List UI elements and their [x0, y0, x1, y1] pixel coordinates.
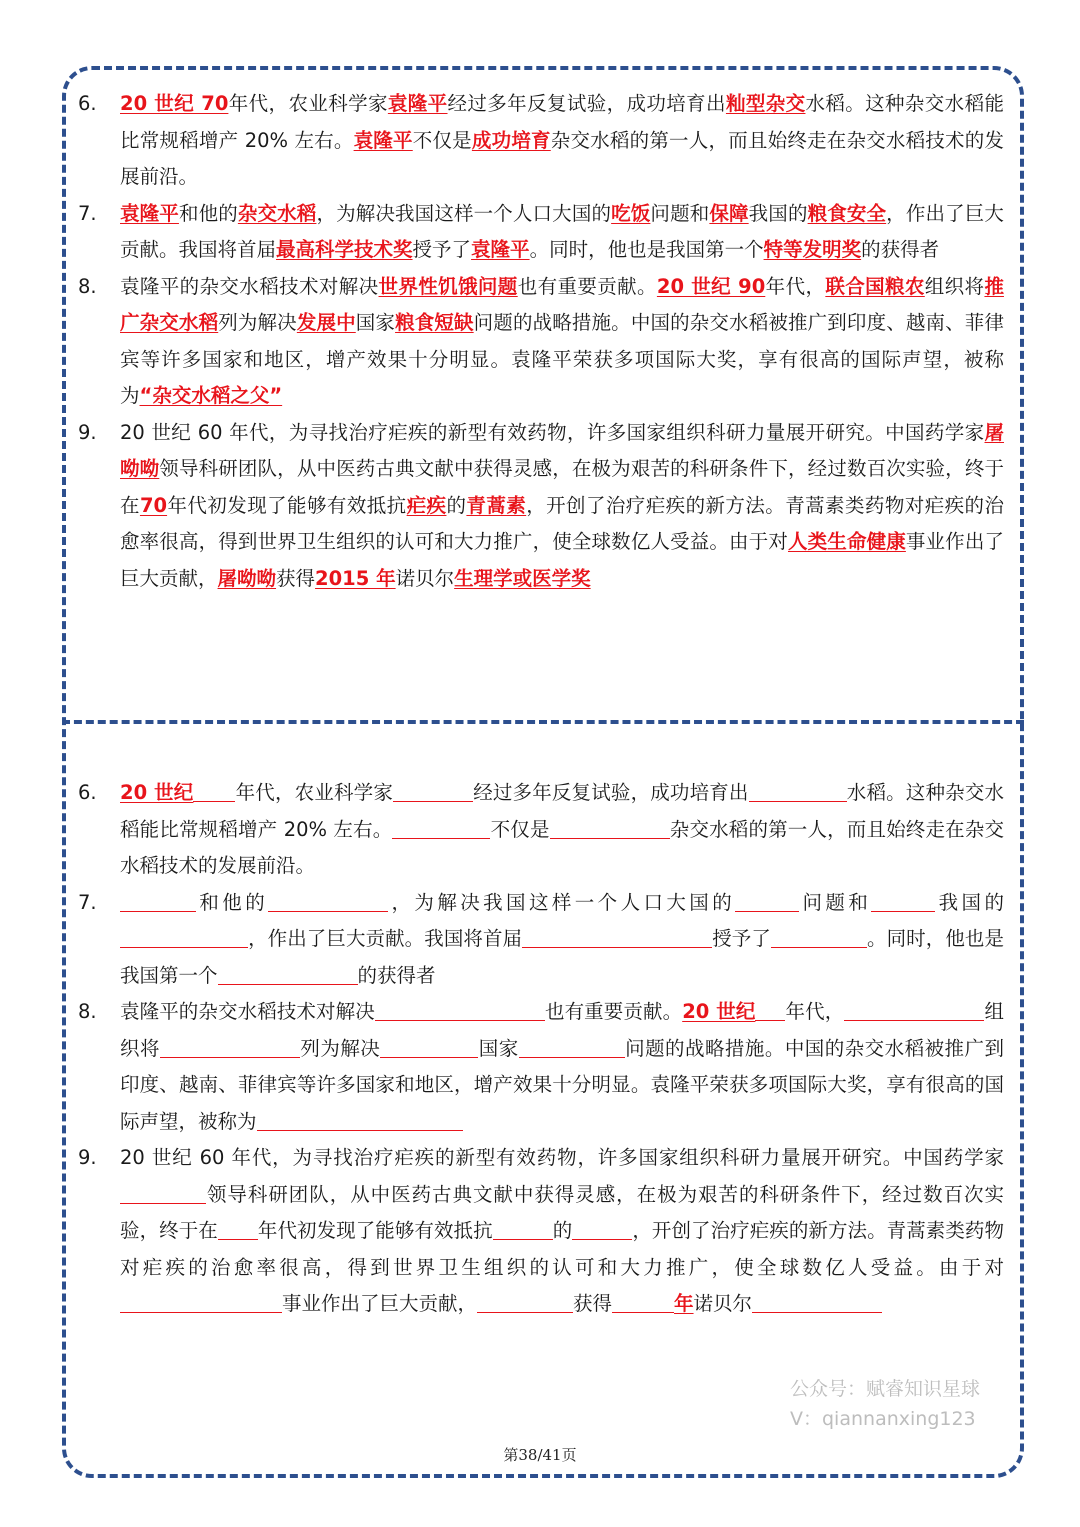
- answer-highlight: 疟疾: [406, 493, 447, 517]
- item-number: 7.: [78, 890, 97, 914]
- answer-highlight: 年: [674, 1292, 694, 1315]
- fill-blank[interactable]: [735, 891, 799, 912]
- fill-blank[interactable]: [218, 964, 358, 985]
- answer-highlight: 成功培育: [471, 128, 551, 152]
- answer-highlight: 袁隆平: [471, 238, 530, 261]
- answer-highlight: 特等发明奖: [763, 238, 862, 261]
- fill-in-section: [78, 775, 1004, 1323]
- answer-item-7: [78, 196, 1004, 269]
- answer-highlight: 杂交水稻: [237, 201, 317, 225]
- answer-highlight: 发展中: [296, 311, 356, 334]
- answer-highlight: 联合国粮农: [825, 274, 925, 298]
- item-text: 20 世纪 70年代，农业科学家袁隆平经过多年反复试验，成功培育出籼型杂交水稻。这种杂交水稻能比常规稻增产 20% 左右。袁隆平不仅是成功培育杂交水稻的第一人，而且始终走在杂交水稻技术的发展前沿。: [120, 92, 1004, 188]
- fill-blank[interactable]: [477, 1293, 573, 1314]
- item-number: 8.: [78, 1000, 97, 1023]
- answer-highlight: 袁隆平: [353, 128, 413, 152]
- watermark: [790, 1374, 980, 1434]
- item-text: 20 世纪 60 年代，为寻找治疗疟疾的新型有效药物，许多国家组织科研力量展开研究。中国药学家领导科研团队，从中医药古典文献中获得灵感，在极为艰苦的科研条件下，经过数百次实验，终于在 年代初发现了能够有效抵抗 的 ，开创了治疗疟疾的新方法。青蒿素类药物对疟疾的治愈率很高，得到世界卫生组织的认可和大力推广，使全球数亿人受益。由于对事业作出了巨大贡献， 获得 年诺贝尔: [120, 1146, 1004, 1315]
- answer-highlight: 袁隆平: [120, 201, 179, 225]
- answer-section: [78, 86, 1004, 597]
- answer-highlight: 最高科学技术奖: [276, 238, 413, 261]
- fill-blank[interactable]: [120, 928, 248, 949]
- fill-blank[interactable]: [871, 891, 935, 912]
- answer-item-9: [78, 415, 1004, 598]
- fill-blank[interactable]: [749, 782, 847, 803]
- fill-blank[interactable]: [268, 891, 388, 912]
- item-text: 袁隆平和他的杂交水稻，为解决我国这样一个人口大国的吃饭问题和保障我国的粮食安全，作出了巨大贡献。我国将首届最高科学技术奖授予了袁隆平。同时，他也是我国第一个特等发明奖的获得者: [120, 201, 1004, 261]
- fill-blank[interactable]: [375, 1001, 545, 1022]
- answer-highlight: 屠呦呦: [120, 420, 1004, 480]
- item-number: 9.: [78, 1146, 97, 1169]
- fill-blank[interactable]: [257, 1110, 463, 1131]
- answer-highlight: 保障: [709, 201, 749, 225]
- answer-highlight: 2015 年: [315, 566, 396, 590]
- answer-highlight: 20 世纪: [120, 781, 194, 804]
- answer-highlight: 屠呦呦: [217, 566, 277, 590]
- answer-highlight: “杂交水稻之父”: [139, 384, 283, 407]
- fill-blank[interactable]: [550, 818, 670, 839]
- item-text: 袁隆平的杂交水稻技术对解决世界性饥饿问题也有重要贡献。20 世纪 90年代，联合国粮农组织将推广杂交水稻列为解决发展中国家粮食短缺问题的战略措施。中国的杂交水稻被推广到印度、越南、菲律宾等许多国家和地区，增产效果十分明显。袁隆平荣获多项国际大奖，享有很高的国际声望，被称为“杂交水稻之父”: [120, 274, 1004, 407]
- item-text: 和他的 ，为解决我国这样一个人口大国的 问题和 我国的，作出了巨大贡献。我国将首届 授予了 。同时，他也是我国第一个 的获得者: [120, 890, 1004, 987]
- fill-blank[interactable]: [519, 1037, 625, 1058]
- answer-highlight: 人类生命健康: [788, 530, 906, 553]
- fill-blank[interactable]: [160, 1037, 300, 1058]
- fill-blank[interactable]: [380, 1037, 478, 1058]
- blank-item-6: [78, 775, 1004, 885]
- page-number: 第38/41页: [503, 1446, 577, 1464]
- answer-item-8: [78, 269, 1004, 415]
- blank-item-9: [78, 1140, 1004, 1323]
- fill-blank[interactable]: [120, 891, 196, 912]
- answer-highlight: 青蒿素: [466, 493, 527, 517]
- item-text: 袁隆平的杂交水稻技术对解决 也有重要贡献。20 世纪 年代， 组织将 列为解决 国家 问题的战略措施。中国的杂交水稻被推广到印度、越南、菲律宾等许多国家和地区，增产效果十分明显。袁隆平荣获多项国际大奖，享有很高的国际声望，被称为: [120, 1000, 1004, 1133]
- answer-highlight: 20 世纪 70: [120, 92, 229, 115]
- fill-blank[interactable]: [218, 1220, 258, 1241]
- fill-blank[interactable]: [752, 1293, 882, 1314]
- fill-blank[interactable]: [844, 1001, 984, 1022]
- item-number: 7.: [78, 201, 97, 225]
- answer-highlight: 生理学或医学奖: [454, 566, 591, 590]
- answer-highlight: 20 世纪 90: [656, 274, 766, 298]
- answer-item-6: [78, 86, 1004, 196]
- answer-highlight: 20 世纪: [682, 1000, 756, 1023]
- item-number: 9.: [78, 420, 97, 444]
- fill-blank[interactable]: [120, 1293, 282, 1314]
- fill-blank[interactable]: [522, 928, 712, 949]
- item-number: 8.: [78, 274, 97, 298]
- answer-highlight: 吃饭: [611, 201, 651, 225]
- fill-blank[interactable]: [392, 818, 490, 839]
- answer-highlight: 袁隆平: [387, 92, 448, 115]
- blank-item-8: [78, 994, 1004, 1140]
- blank-item-7: [78, 885, 1004, 995]
- fill-blank[interactable]: [612, 1293, 674, 1314]
- answer-highlight: 推广杂交水稻: [120, 274, 1004, 334]
- item-number: 6.: [78, 92, 97, 115]
- fill-blank[interactable]: [755, 1001, 785, 1022]
- fill-blank[interactable]: [120, 1183, 206, 1204]
- answer-highlight: 粮食短缺: [395, 311, 474, 334]
- fill-blank[interactable]: [193, 782, 235, 803]
- item-text: 20 世纪 年代，农业科学家 经过多年反复试验，成功培育出 水稻。这种杂交水稻能比常规稻增产 20% 左右。 不仅是 杂交水稻的第一人，而且始终走在杂交水稻技术的发展前沿。: [120, 781, 1004, 877]
- answer-highlight: 70: [139, 493, 168, 517]
- item-number: 6.: [78, 781, 97, 804]
- fill-blank[interactable]: [572, 1220, 632, 1241]
- section-divider: [62, 720, 1024, 724]
- item-text: 20 世纪 60 年代，为寻找治疗疟疾的新型有效药物，许多国家组织科研力量展开研究。中国药学家屠呦呦领导科研团队，从中医药古典文献中获得灵感，在极为艰苦的科研条件下，经过数百次实验，终于在70年代初发现了能够有效抵抗疟疾的青蒿素，开创了治疗疟疾的新方法。青蒿素类药物对疟疾的治愈率很高，得到世界卫生组织的认可和大力推广，使全球数亿人受益。由于对人类生命健康事业作出了巨大贡献，屠呦呦获得2015 年诺贝尔生理学或医学奖: [120, 420, 1004, 590]
- watermark-wechat: 公众号：赋睿知识星球: [790, 1378, 981, 1400]
- answer-highlight: 粮食安全: [807, 201, 887, 225]
- answer-highlight: 世界性饥饿问题: [378, 274, 518, 298]
- answer-highlight: 籼型杂交: [725, 92, 806, 115]
- fill-blank[interactable]: [771, 928, 867, 949]
- fill-blank[interactable]: [493, 1220, 553, 1241]
- fill-blank[interactable]: [393, 782, 473, 803]
- watermark-contact: V：qiannanxing123: [790, 1408, 976, 1430]
